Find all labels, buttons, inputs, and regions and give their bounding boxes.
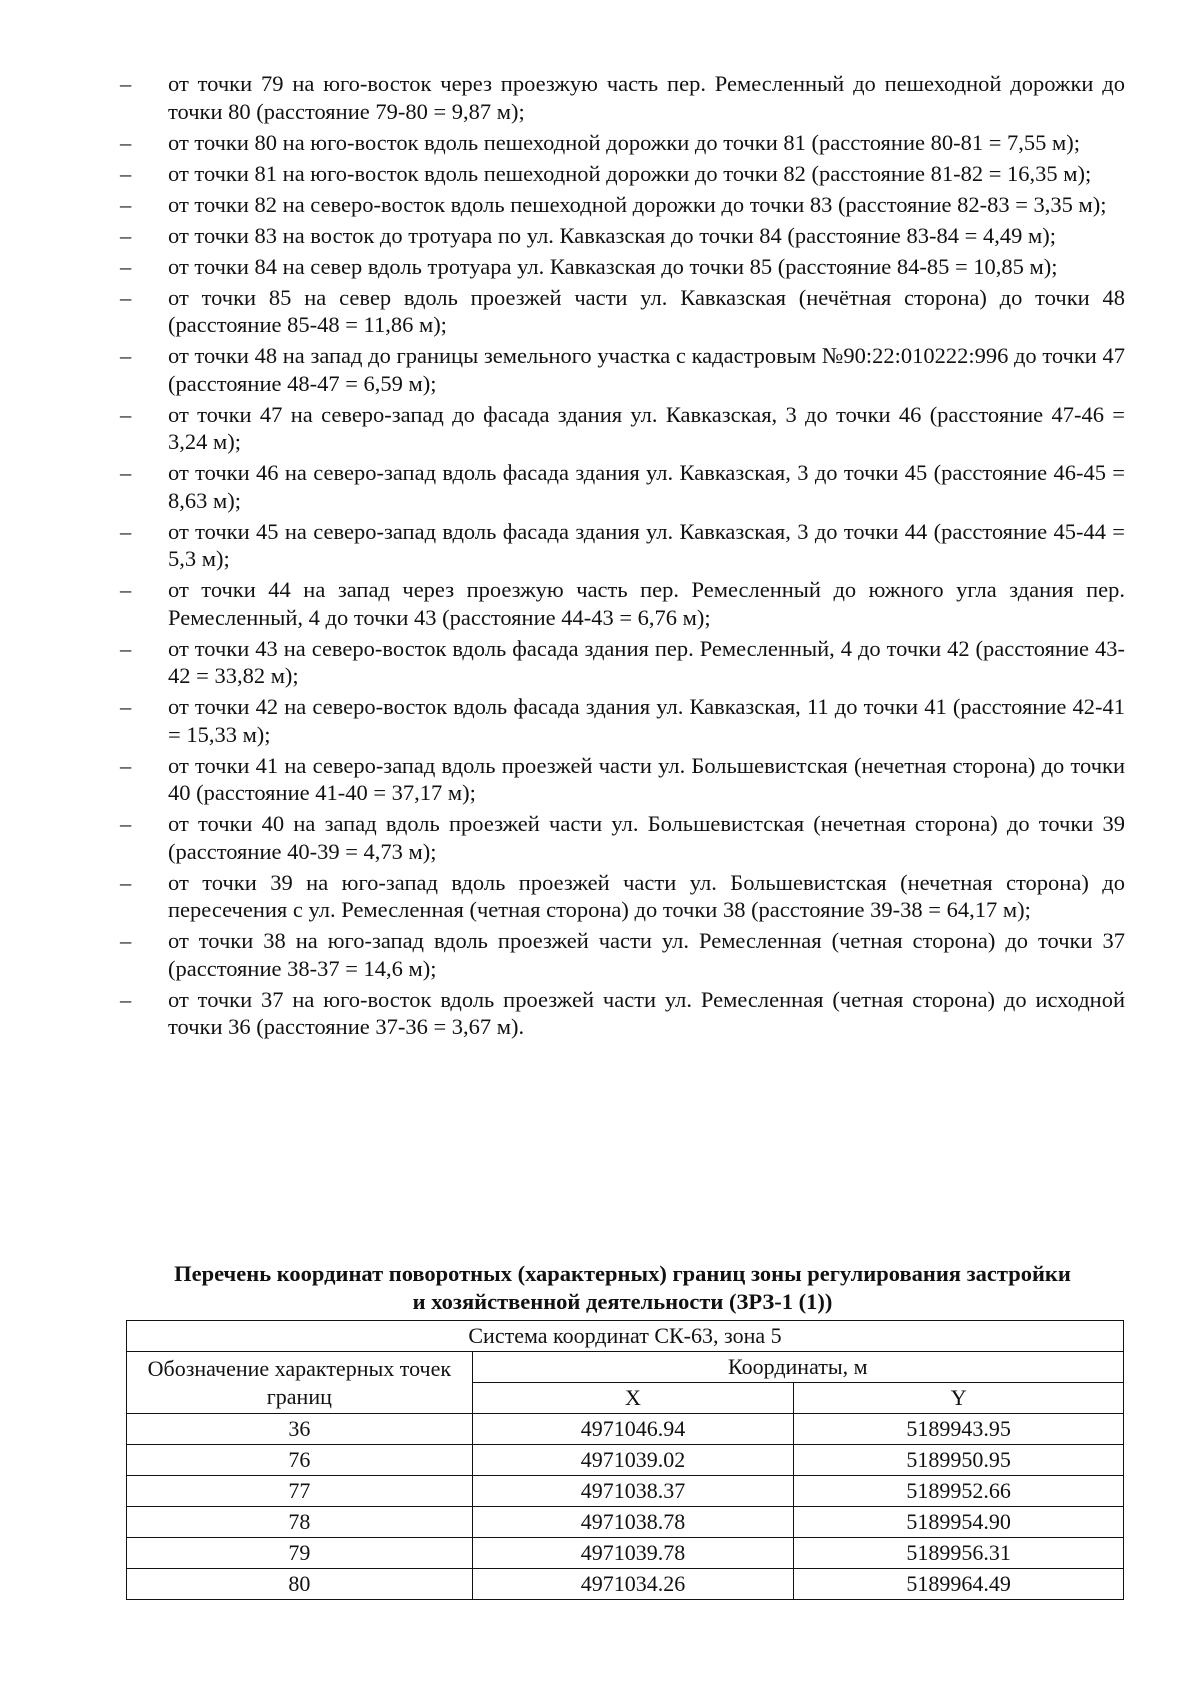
list-item	[120, 693, 1125, 748]
list-dash: –	[120, 460, 132, 485]
table-row	[127, 1445, 1124, 1476]
list-item-text: от точки 39 на юго-запад вдоль проезжей части ул. Большевистская (нечетная сторона) до пересечения с ул. Ремесленная (четная сторона) до точки 38 (расстояние 39-38 = 64,17 м);	[168, 869, 1125, 922]
list-item	[120, 518, 1125, 573]
list-item	[120, 810, 1125, 865]
list-item-text: от точки 48 на запад до границы земельного участка с кадастровым №90:22:010222:996 до точки 47 (расстояние 48-47 = 6,59 м);	[168, 343, 1125, 396]
list-dash: –	[120, 160, 132, 186]
list-item-text: от точки 37 на юго-восток вдоль проезжей части ул. Ремесленная (четная сторона) до исходной точки 36 (расстояние 37-36 = 3,67 м).	[168, 986, 1125, 1039]
list-item	[120, 459, 1125, 514]
table-row	[127, 1476, 1124, 1507]
coordinate-system-cell: Система координат СК-63, зона 5	[127, 1321, 1124, 1352]
list-item-text: от точки 81 на юго-восток вдоль пешеходной дорожки до точки 82 (расстояние 81-82 = 16,35 м);	[168, 160, 1092, 186]
table-row	[127, 1507, 1124, 1538]
list-dash: –	[120, 518, 132, 544]
list-item	[120, 401, 1125, 456]
list-dash: –	[120, 928, 132, 953]
list-item-text: от точки 43 на северо-восток вдоль фасада здания пер. Ремесленный, 4 до точки 42 (расстояние 43-42 = 33,82 м);	[168, 635, 1125, 688]
list-item	[120, 253, 1125, 281]
list-item	[120, 927, 1125, 982]
point-cell: 80	[127, 1569, 473, 1600]
list-dash: –	[120, 129, 132, 155]
list-item-text: от точки 38 на юго-запад вдоль проезжей части ул. Ремесленная (четная сторона) до точки 37 (расстояние 38-37 = 14,6 м);	[168, 928, 1125, 981]
point-cell: 77	[127, 1476, 473, 1507]
list-item-text: от точки 46 на северо-запад вдоль фасада здания ул. Кавказская, 3 до точки 45 (расстояние 46-45 = 8,63 м);	[168, 460, 1125, 513]
x-header-cell: X	[472, 1383, 794, 1414]
list-item-text: от точки 40 на запад вдоль проезжей части ул. Большевистская (нечетная сторона) до точки 39 (расстояние 40-39 = 4,73 м);	[168, 811, 1125, 864]
x-cell: 4971039.78	[472, 1538, 794, 1569]
list-dash: –	[120, 343, 132, 368]
list-item	[120, 70, 1125, 125]
list-item-text: от точки 79 на юго-восток через проезжую часть пер. Ремесленный до пешеходной дорожки до точки 80 (расстояние 79-80 = 9,87 м);	[168, 71, 1125, 124]
point-cell: 76	[127, 1445, 473, 1476]
y-cell: 5189956.31	[794, 1538, 1124, 1569]
point-cell: 36	[127, 1414, 473, 1445]
y-cell: 5189952.66	[794, 1476, 1124, 1507]
list-dash: –	[120, 284, 132, 310]
table-row	[127, 1414, 1124, 1445]
x-cell: 4971039.02	[472, 1445, 794, 1476]
list-item	[120, 160, 1125, 188]
table-title-row	[127, 1321, 1124, 1352]
y-cell: 5189950.95	[794, 1445, 1124, 1476]
heading-line-1: Перечень координат поворотных (характерных) границ зоны регулирования застройки	[174, 1261, 1071, 1286]
coordinates-table	[126, 1320, 1124, 1600]
list-item-text: от точки 41 на северо-запад вдоль проезжей части ул. Большевистская (нечетная сторона) до точки 40 (расстояние 41-40 = 37,17 м);	[168, 752, 1125, 805]
list-dash: –	[120, 253, 132, 279]
list-item	[120, 191, 1125, 219]
list-dash: –	[120, 222, 132, 248]
list-item	[120, 576, 1125, 631]
list-dash: –	[120, 752, 132, 778]
list-dash: –	[120, 635, 132, 661]
list-item	[120, 986, 1125, 1041]
list-item	[120, 222, 1125, 250]
list-item-text: от точки 85 на север вдоль проезжей части ул. Кавказская (нечётная сторона) до точки 48 (расстояние 85-48 = 11,86 м);	[168, 284, 1125, 337]
point-cell: 79	[127, 1538, 473, 1569]
section-heading	[120, 1260, 1125, 1316]
list-item-text: от точки 42 на северо-восток вдоль фасада здания ул. Кавказская, 11 до точки 41 (расстояние 42-41 = 15,33 м);	[168, 694, 1125, 747]
list-item-text: от точки 45 на северо-запад вдоль фасада здания ул. Кавказская, 3 до точки 44 (расстояние 45-44 = 5,3 м);	[168, 518, 1125, 571]
y-header-cell: Y	[794, 1383, 1124, 1414]
x-cell: 4971038.37	[472, 1476, 794, 1507]
table-row	[127, 1538, 1124, 1569]
x-cell: 4971038.78	[472, 1507, 794, 1538]
list-dash: –	[120, 869, 132, 895]
coordinates-table-container	[126, 1320, 1124, 1600]
x-cell: 4971034.26	[472, 1569, 794, 1600]
y-cell: 5189964.49	[794, 1569, 1124, 1600]
list-item	[120, 342, 1125, 397]
list-item	[120, 129, 1125, 157]
list-item-text: от точки 82 на северо-восток вдоль пешеходной дорожки до точки 83 (расстояние 82-83 = 3,35 м);	[168, 191, 1107, 217]
list-dash: –	[120, 71, 132, 96]
boundary-description-list	[120, 70, 1125, 1044]
table-header-row	[127, 1352, 1124, 1383]
list-item-text: от точки 47 на северо-запад до фасада здания ул. Кавказская, 3 до точки 46 (расстояние 47-46 = 3,24 м);	[168, 401, 1125, 454]
list-item-text: от точки 83 на восток до тротуара по ул. Кавказская до точки 84 (расстояние 83-84 = 4,49 м);	[168, 222, 1056, 248]
list-dash: –	[120, 811, 132, 836]
list-dash: –	[120, 577, 132, 602]
list-item-text: от точки 80 на юго-восток вдоль пешеходной дорожки до точки 81 (расстояние 80-81 = 7,55 м);	[168, 129, 1081, 155]
table-row	[127, 1569, 1124, 1600]
list-item	[120, 284, 1125, 339]
list-dash: –	[120, 191, 132, 217]
list-dash: –	[120, 986, 132, 1012]
list-dash: –	[120, 401, 132, 427]
list-item	[120, 752, 1125, 807]
points-header-cell: Обозначение характерных точек границ	[127, 1352, 473, 1414]
y-cell: 5189954.90	[794, 1507, 1124, 1538]
point-cell: 78	[127, 1507, 473, 1538]
list-item-text: от точки 44 на запад через проезжую часть пер. Ремесленный до южного угла здания пер. Ремесленный, 4 до точки 43 (расстояние 44-43 = 6,76 м);	[168, 577, 1125, 630]
heading-line-2: и хозяйственной деятельности (ЗРЗ-1 (1))	[412, 1289, 833, 1314]
list-item-text: от точки 84 на север вдоль тротуара ул. Кавказская до точки 85 (расстояние 84-85 = 10,85 м);	[168, 253, 1058, 279]
coordinates-header-cell: Координаты, м	[472, 1352, 1123, 1383]
list-dash: –	[120, 694, 132, 719]
list-item	[120, 635, 1125, 690]
list-item	[120, 869, 1125, 924]
x-cell: 4971046.94	[472, 1414, 794, 1445]
y-cell: 5189943.95	[794, 1414, 1124, 1445]
